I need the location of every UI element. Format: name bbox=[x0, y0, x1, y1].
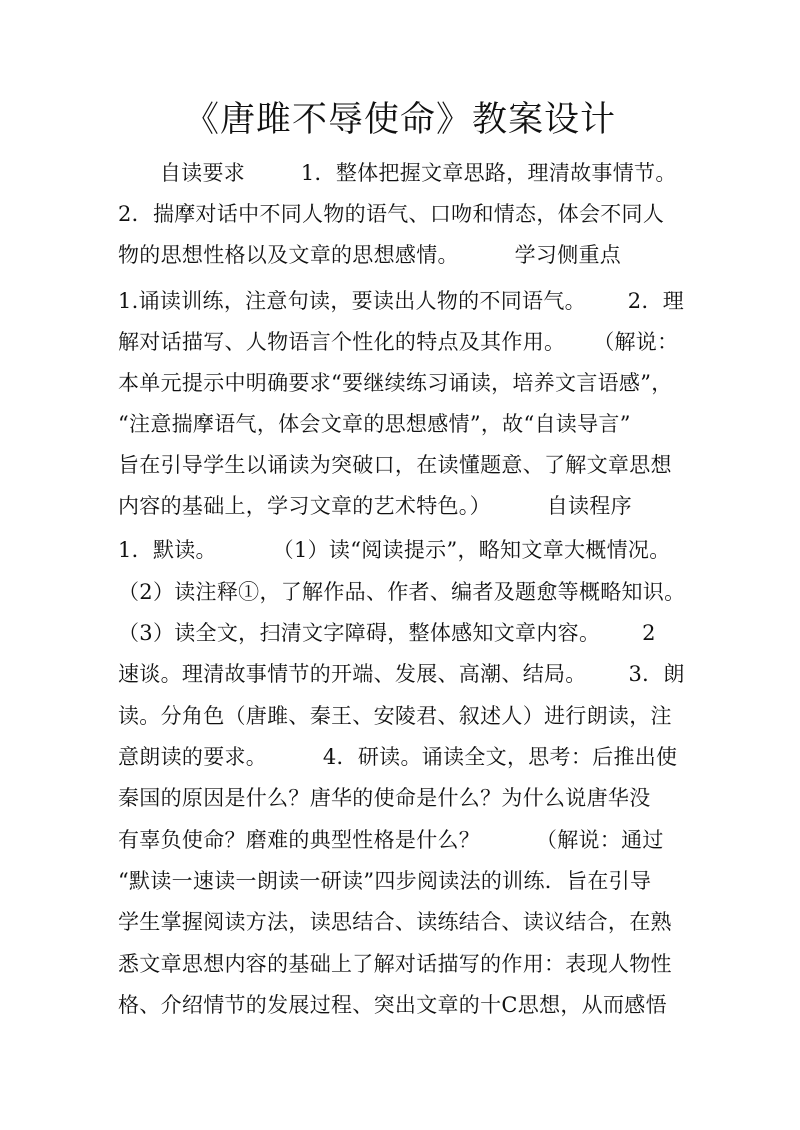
text-line-1: 自读要求 1．整体把握文章思路，理清故事情节。 bbox=[118, 161, 677, 185]
text-line-9: 内容的基础上，学习文章的艺术特色。） 自读程序 bbox=[118, 494, 632, 518]
text-line-3: 物的思想性格以及文章的思想感情。 学习侧重点 bbox=[118, 243, 622, 267]
text-line-6: 本单元提示中明确要求“要继续练习诵读，培养文言语感”， bbox=[118, 371, 673, 395]
text-line-19: 学生掌握阅读方法，读思结合、读练结合、读议结合，在熟 bbox=[118, 910, 672, 934]
text-line-15: 意朗读的要求。 4．研读。诵读全文，思考：后推出使 bbox=[118, 745, 678, 769]
text-line-8: 旨在引导学生以诵读为突破口，在读懂题意、了解文章思想 bbox=[118, 453, 672, 477]
text-line-5: 解对话描写、人物语言个性化的特点及其作用。 （解说： bbox=[118, 330, 679, 354]
text-line-16: 秦国的原因是什么？唐华的使命是什么？为什么说唐华没 bbox=[118, 786, 651, 810]
text-line-18: “默读一速读一朗读一研读”四步阅读法的训练．旨在引导 bbox=[118, 869, 652, 893]
text-line-17: 有辜负使命？磨难的典型性格是什么？ （解说：通过 bbox=[118, 828, 664, 852]
text-line-10: 1．默读。 （1）读“阅读提示”，略知文章大概情况。 bbox=[118, 538, 671, 562]
text-line-4: 1.诵读训练，注意句读，要读出人物的不同语气。 2．理 bbox=[118, 289, 685, 313]
text-line-20: 悉文章思想内容的基础上了解对话描写的作用：表现人物性 bbox=[118, 952, 672, 976]
text-line-21: 格、介绍情节的发展过程、突出文章的十C思想，从而感悟 bbox=[118, 993, 667, 1017]
document-title: 《唐雎不辱使命》教案设计 bbox=[183, 100, 616, 140]
text-line-13: 速谈。理清故事情节的开端、发展、高潮、结局。 3．朗 bbox=[118, 662, 685, 686]
text-line-11: （2）读注释①，了解作品、作者、编者及题愈等概略知识。 bbox=[118, 580, 686, 604]
text-line-12: （3）读全文，扫清文字障碍，整体感知文章内容。 2 bbox=[118, 621, 656, 645]
text-line-2: 2．揣摩对话中不同人物的语气、口吻和情态，体会不同人 bbox=[118, 202, 665, 226]
text-line-14: 读。分角色（唐雎、秦王、安陵君、叙述人）进行朗读，注 bbox=[118, 704, 672, 728]
text-line-7: “注意揣摩语气，体会文章的思想感情”，故“自读导言” bbox=[118, 412, 631, 436]
